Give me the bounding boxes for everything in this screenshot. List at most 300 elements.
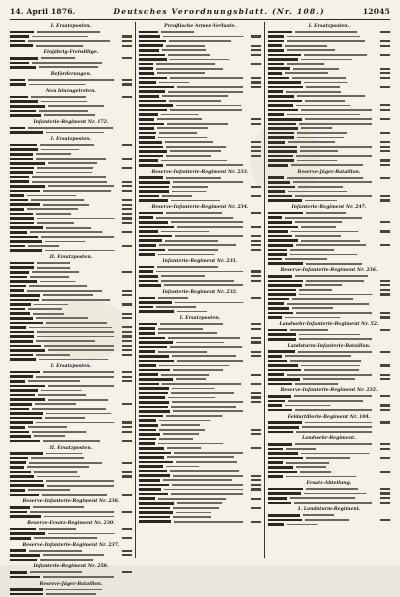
entry-status [251,429,261,431]
entry-name [10,199,28,202]
entry-details [306,263,362,265]
entry-details [45,417,85,419]
entry-name [139,488,161,491]
entry-details [158,332,217,334]
entry-status [380,86,390,88]
entry-status [380,488,390,490]
entry-details [27,466,89,468]
casualty-entry [10,515,132,520]
header-journal-title: Deutsches Verordnungsblatt. (Nr. 108.) [113,6,325,16]
entry-name [139,49,159,52]
entry-name [139,190,169,193]
entry-name [268,426,299,429]
entry-details [168,337,240,339]
entry-status [380,146,390,148]
paper-stain [40,300,130,360]
entry-details [305,284,342,286]
entry-details [174,452,243,454]
entry-name [10,452,43,455]
entry-name [10,371,40,374]
entry-name [10,289,24,292]
section-heading: Landsturm-Infanterie-Bataillon. [287,343,371,349]
section-heading: Reserve-Infanterie-Regiment Nr. 232. [280,388,378,394]
entry-details [299,338,372,340]
entry-status [251,275,261,277]
entry-details [292,77,346,79]
entry-name [268,471,297,474]
entry-details [163,479,232,481]
column-divider [264,22,265,558]
entry-status [122,371,132,373]
entry-status [122,421,132,423]
paper-stain [250,120,320,200]
entry-details [45,250,114,252]
entry-details [160,323,223,325]
entry-status [380,443,390,445]
entry-name [10,57,38,60]
entry-details [37,262,70,264]
entry-details [36,376,114,378]
entry-details [169,100,221,102]
entry-name [139,346,167,349]
entry-name [139,474,170,477]
entry-name [10,554,40,557]
entry-details [288,400,363,402]
entry-details [37,167,93,169]
entry-details [46,589,102,591]
entry-name [268,216,282,219]
section-heading: Landwehr-Regiment. [302,436,356,442]
entry-status [251,195,261,197]
entry-details [177,502,222,504]
entry-status [122,271,132,273]
entry-name [139,54,165,57]
entry-status [122,354,132,356]
entry-details [287,303,369,305]
entry-status [380,164,390,166]
entry-details [299,294,372,296]
entry-name [268,497,287,500]
entry-status [380,195,390,197]
entry-details [164,489,243,491]
entry-details [30,511,114,513]
entry-name [10,105,45,108]
entry-details [157,266,218,268]
entry-details [166,146,226,148]
entry-name [10,190,40,193]
section-heading: Reserve-Jäger-Bataillon. [297,169,361,175]
entry-details [161,114,198,116]
casualty-entry [268,262,390,267]
entry-details [294,502,372,504]
entry-name [139,396,165,399]
entry-details [173,507,219,509]
entry-details [48,185,114,187]
entry-details [158,351,207,353]
entry-name [268,307,289,310]
entry-status [380,448,390,450]
entry-name [139,266,154,269]
section-heading: I. Ersatzposten. [50,137,92,143]
entry-name [139,406,168,409]
entry-name [268,488,303,491]
section-heading: 1. Landsturm-Regiment. [297,507,361,513]
entry-name [139,155,163,158]
entry-name [139,511,173,514]
entry-name [139,235,172,238]
entry-status [251,270,261,272]
entry-name [139,452,171,455]
entry-status [380,118,390,120]
entry-name [268,262,303,265]
entry-status [122,199,132,201]
entry-status [380,492,390,494]
entry-details [172,401,243,403]
entry-details [165,141,213,143]
entry-details [157,72,205,74]
entry-details [159,82,189,84]
entry-details [295,409,372,411]
section-heading: I. Ersatzposten. [179,316,221,322]
entry-name [139,341,173,344]
casualty-entry [268,522,390,527]
entry-name [268,77,289,80]
entry-status [380,72,390,74]
entry-details [30,231,102,233]
entry-name [268,221,292,224]
entry-name [268,395,291,398]
entry-details [174,521,243,523]
entry-name [139,239,162,242]
casualty-entry [268,408,390,413]
entry-name [139,216,153,219]
entry-name [268,350,295,353]
entry-details [163,433,199,435]
column-1 [10,22,132,587]
entry-name [10,385,45,388]
entry-name [139,35,160,38]
entry-status [122,376,132,378]
entry-name [268,355,282,358]
entry-name [268,226,298,229]
entry-name [10,35,29,38]
entry-details [37,31,100,33]
entry-details [305,118,372,120]
entry-details [43,576,114,578]
entry-details [176,378,206,380]
casualty-entry [268,382,390,387]
entry-details [43,554,104,556]
entry-details [37,476,80,478]
entry-status [251,240,261,242]
entry-details [161,280,234,282]
section-heading: Reserve-Infanterie-Regiment Nr. 234. [151,205,249,211]
header-page-number: 12045 [362,6,390,16]
entry-details [161,424,200,426]
entry-name [10,466,24,469]
entry-name [268,409,292,412]
entry-name [139,159,158,162]
entry-name [139,72,154,75]
entry-name [139,221,168,224]
entry-status [122,57,132,59]
entry-details [299,123,372,125]
entry-details [36,422,114,424]
entry-status [251,433,261,435]
entry-name [268,502,291,505]
casualty-entry [10,249,132,254]
casualty-entry [10,82,132,87]
entry-details [46,227,91,229]
entry-details [39,528,76,530]
entry-details [295,31,357,33]
entry-details [172,388,214,390]
entry-name [10,40,25,43]
entry-name [268,369,301,372]
entry-details [166,155,211,157]
entry-details [292,298,353,300]
entry-name [139,383,159,386]
entry-name [10,158,33,161]
entry-details [173,516,211,518]
entry-details [41,101,87,103]
entry-name [139,493,168,496]
entry-name [139,127,154,130]
entry-details [171,221,243,223]
entry-name [268,329,287,332]
section-heading: Infanterie-Regiment Nr. 231. [162,259,238,265]
entry-details [306,488,358,490]
entry-details [173,475,243,477]
entry-details [172,191,206,193]
entry-status [251,235,261,237]
entry-name [10,83,26,86]
entry-details [285,405,330,407]
entry-name [139,100,166,103]
entry-details [158,297,188,299]
entry-name [10,489,25,492]
section-heading: Reserve-Infanterie-Regiment Nr. 237. [22,542,120,548]
entry-details [299,334,360,336]
entry-name [139,310,174,313]
entry-name [139,327,155,330]
entry-name [10,345,41,348]
entry-name [268,431,293,434]
entry-name [268,475,283,478]
entry-details [28,79,114,81]
entry-details [301,240,360,242]
entry-status [122,471,132,473]
entry-name [10,240,42,243]
entry-details [291,231,358,233]
section-heading: Infanterie-Regiment Nr. 232. [162,289,238,295]
entry-status [251,328,261,330]
entry-details [44,516,114,518]
entry-status [251,45,261,47]
casualty-entry [139,163,261,168]
entry-name [10,299,39,302]
entry-status [122,528,132,530]
entry-name [10,571,27,574]
entry-name [139,104,173,107]
entry-name [10,354,33,357]
casualty-entry [139,283,261,288]
entry-status [380,150,390,152]
entry-details [29,84,85,86]
entry-name [268,275,292,278]
entry-name [268,49,284,52]
entry-name [268,400,285,403]
entry-details [168,91,243,93]
entry-name [139,31,158,34]
entry-details [306,212,346,214]
entry-name [10,515,41,518]
entry-details [168,397,215,399]
entry-name [10,461,26,464]
entry-details [173,369,223,371]
entry-details [170,346,242,348]
entry-name [139,392,168,395]
entry-status [251,341,261,343]
entry-name [10,180,29,183]
entry-name [139,63,153,66]
section-heading: Reserve-Jäger-Bataillon. [39,581,103,587]
entry-name [139,497,155,500]
entry-name [268,54,301,57]
entry-status [122,294,132,296]
entry-name [139,230,158,233]
entry-status [380,351,390,353]
entry-name [139,461,173,464]
entry-details [177,86,243,88]
entry-status [251,521,261,523]
section-heading: Reserve-Ersatz-Regiment Nr. 230. [27,521,115,527]
section-heading: II. Ersatzposten. [49,445,93,451]
entry-name [268,519,302,522]
entry-details [37,218,114,220]
entry-name [10,222,34,225]
entry-name [10,471,31,474]
entry-status [122,217,132,219]
entry-details [28,40,110,42]
entry-details [167,447,201,449]
entry-name [139,95,159,98]
entry-details [32,181,107,183]
entry-status [251,118,261,120]
entry-name [10,322,43,325]
entry-name [268,316,282,319]
entry-name [10,511,27,514]
page-header [10,4,390,18]
entry-status [122,431,132,433]
entry-name [139,419,156,422]
entry-name [10,114,41,117]
entry-name [268,100,302,103]
entry-details [166,177,221,179]
entry-details [287,114,360,116]
entry-details [36,153,71,155]
entry-name [10,262,34,265]
entry-name [268,58,298,61]
entry-details [46,453,82,455]
entry-name [139,150,167,153]
entry-name [10,417,42,420]
entry-name [139,479,160,482]
entry-details [39,110,88,112]
entry-details [287,49,335,51]
entry-details [287,524,317,526]
entry-name [10,440,40,443]
entry-name [139,401,169,404]
entry-name [268,364,298,367]
section-heading: I. Ersatzposten. [50,364,92,370]
entry-status [251,392,261,394]
entry-status [122,185,132,187]
entry-details [166,45,205,47]
entry-name [10,303,31,306]
entry-status [251,355,261,357]
entry-details [287,40,365,42]
entry-name [139,301,172,304]
entry-status [251,484,261,486]
entry-details [34,537,97,539]
entry-status [380,497,390,499]
entry-status [122,144,132,146]
entry-details [166,466,199,468]
section-heading: Neu hinzugetreten. [45,89,97,95]
entry-details [156,217,233,219]
entry-details [285,258,327,260]
entry-name [10,412,43,415]
casualty-entry [139,520,261,525]
entry-status [122,245,132,247]
entry-details [41,149,79,151]
entry-name [10,421,33,424]
entry-name [139,141,162,144]
entry-details [37,267,70,269]
entry-details [27,208,78,210]
entry-status [251,63,261,65]
entry-name [10,110,36,113]
entry-name [139,67,153,70]
entry-status [380,68,390,70]
entry-details [175,235,243,237]
entry-details [301,59,352,61]
entry-details [32,176,106,178]
entry-details [32,408,106,410]
entry-details [32,431,86,433]
entry-name [268,312,293,315]
entry-name [268,383,292,386]
entry-name [10,153,33,156]
entry-name [139,81,156,84]
entry-name [139,387,169,390]
entry-details [161,231,209,233]
entry-name [139,373,158,376]
entry-status [380,54,390,56]
entry-status [251,507,261,509]
entry-name [268,44,282,47]
entry-name [268,514,300,517]
entry-details [37,222,74,224]
entry-status [380,316,390,318]
entry-details [161,275,205,277]
entry-name [10,194,24,197]
entry-name [268,302,284,305]
entry-status [380,77,390,79]
entry-name [268,40,284,43]
entry-name [10,144,37,147]
